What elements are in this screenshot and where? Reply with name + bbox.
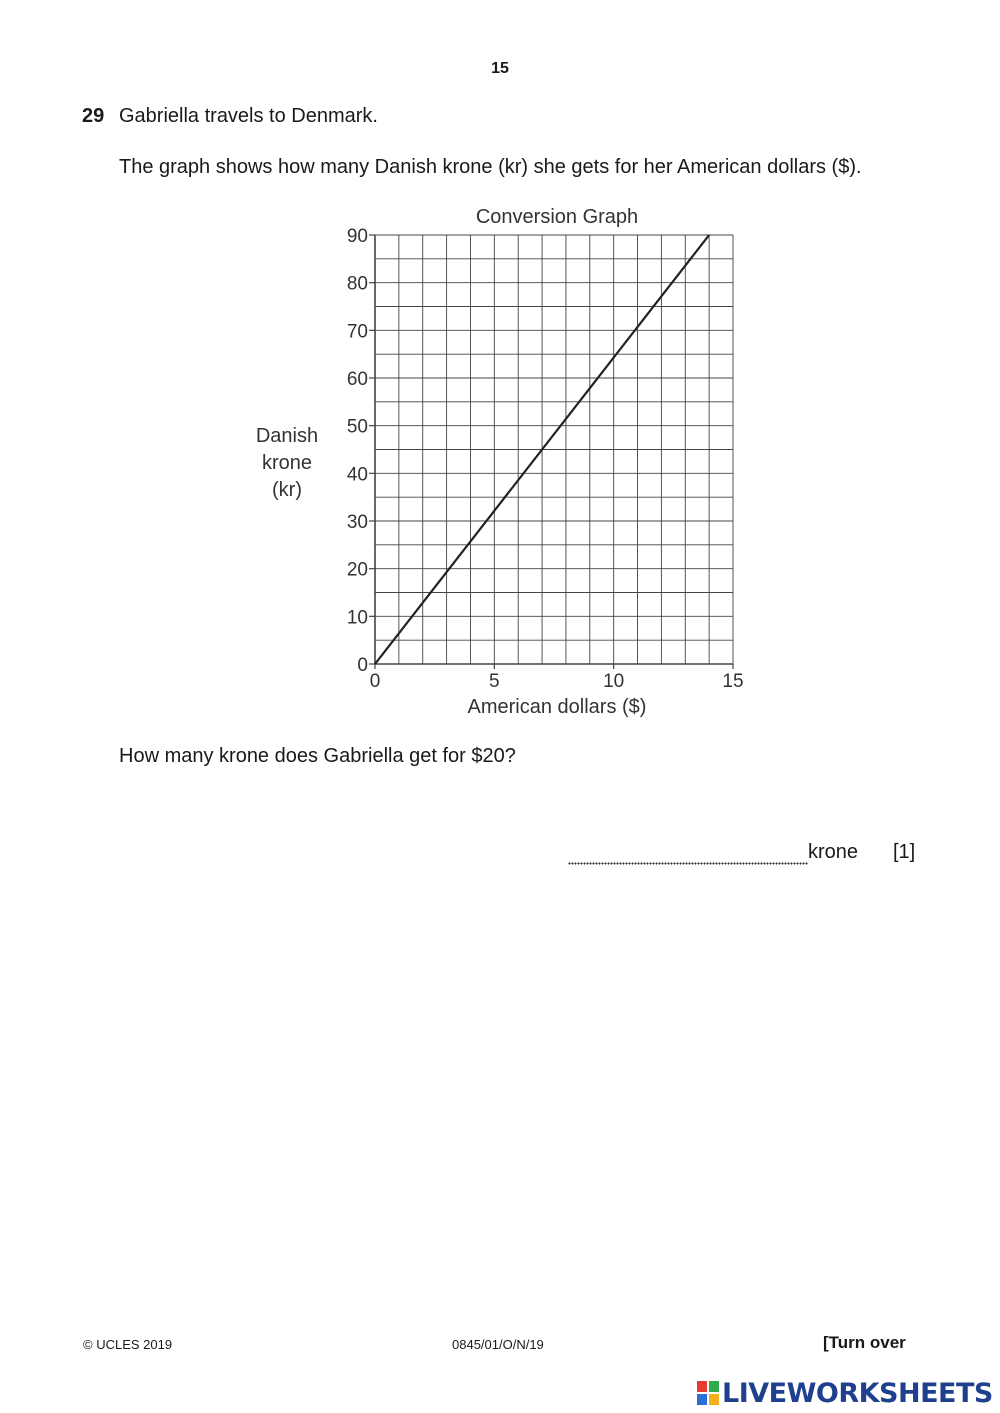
y-tick-label: 90 (346, 226, 368, 247)
y-tick-label: 60 (346, 369, 368, 390)
liveworksheets-brand[interactable] (697, 1377, 993, 1409)
y-axis-label-line: Danish (255, 425, 319, 447)
answer-line[interactable] (568, 862, 808, 865)
y-tick-label: 20 (346, 559, 368, 581)
y-tick-label: 40 (346, 464, 368, 486)
y-tick-label: 30 (346, 512, 368, 533)
x-tick-label: 5 (489, 671, 500, 692)
chart-title: Conversion Graph (475, 206, 639, 228)
question-description: The graph shows how many Danish krone (kr) she gets for her American dollars ($). (119, 156, 862, 178)
answer-unit: krone (808, 841, 859, 863)
brand-name: LIVEWORKSHEETS (722, 1377, 993, 1409)
question-intro: Gabriella travels to Denmark. (119, 105, 378, 127)
y-axis-label-line: krone (261, 452, 313, 474)
y-tick-label: 50 (346, 416, 368, 438)
footer-turn-over: [Turn over (823, 1333, 906, 1352)
question-number: 29 (82, 105, 105, 127)
y-axis-label-line: (kr) (272, 479, 302, 501)
y-tick-label: 80 (346, 273, 368, 295)
marks-label: [1] (893, 841, 916, 863)
page-number: 15 (491, 60, 509, 77)
x-tick-label: 15 (722, 671, 744, 692)
footer-copyright: © UCLES 2019 (83, 1337, 173, 1352)
x-tick-label: 0 (369, 671, 381, 692)
footer-paper-code: 0845/01/O/N/19 (452, 1337, 544, 1352)
chart-grid (375, 235, 733, 664)
x-axis-label: American dollars ($) (467, 696, 647, 718)
y-tick-label: 10 (346, 607, 368, 629)
y-axis-label (256, 425, 318, 501)
y-tick-label: 0 (357, 655, 368, 676)
y-tick-label: 70 (346, 321, 368, 343)
liveworksheets-logo-icon (697, 1381, 719, 1405)
x-tick-label: 10 (603, 671, 625, 692)
question-prompt: How many krone does Gabriella get for $20? (119, 745, 516, 767)
